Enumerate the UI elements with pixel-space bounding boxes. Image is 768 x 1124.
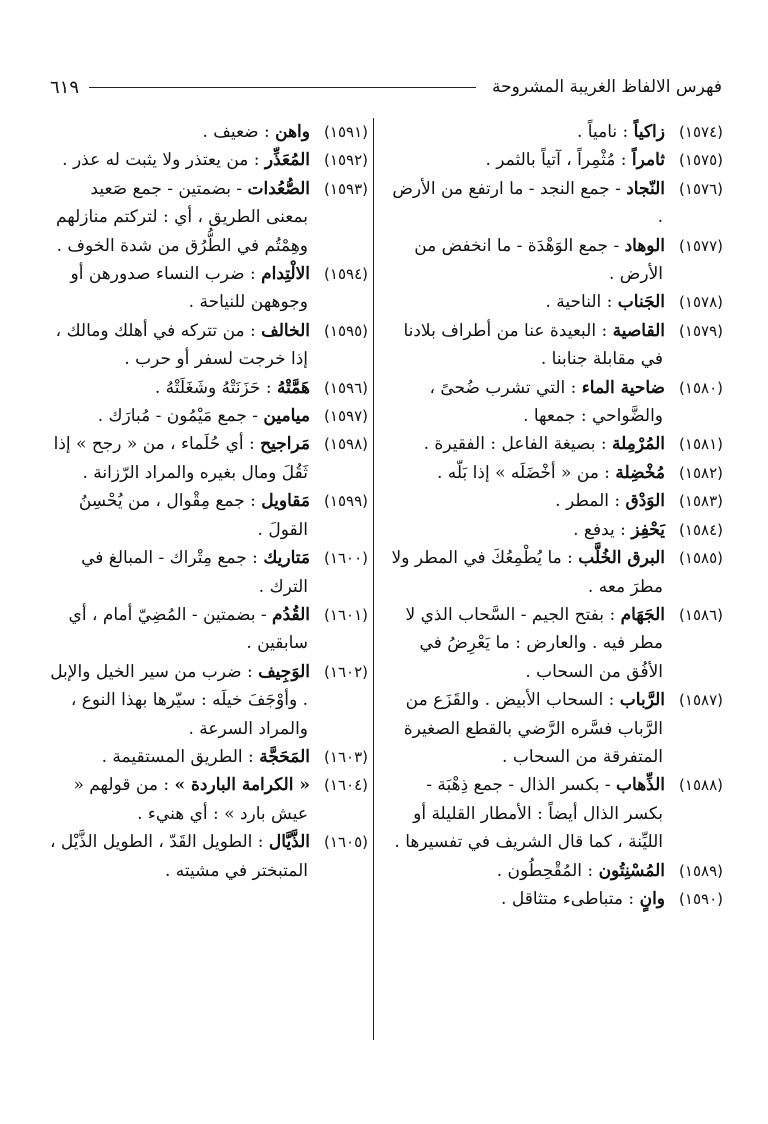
entry-headword: مَراجيح (260, 434, 310, 455)
entry-headword: الجَهَام (620, 604, 665, 625)
entry (48, 430, 368, 487)
entry (385, 459, 723, 487)
entry-number: (١٦٠٥) (324, 833, 368, 852)
running-title: فهرس الالفاظ الغريبة المشروحة (492, 77, 722, 97)
entry-headword: البرق الخُلَّب (578, 548, 665, 569)
entry-definition: : السحاب الأبيض . والقَزَع من الرَّباب فسَّره الرَّضي بالقطع الصغيرة المتفرقة من السحاب . (403, 690, 663, 767)
entry-number: (١٥٩١) (324, 123, 368, 141)
entry-number: (١٥٧٨) (679, 293, 723, 312)
header-rule (89, 87, 476, 88)
entry-headword: المَحَجَّة (259, 746, 310, 767)
entry (385, 118, 723, 146)
entry-headword: الخالف (261, 320, 310, 341)
entry-number: (١٥٩٣) (324, 179, 368, 198)
entry-number: (١٥٧٦) (679, 179, 723, 198)
entry-definition: : يدفع . (573, 519, 626, 540)
entry-headword: الرَّباب (619, 690, 665, 711)
entry-headword: « الكرامة الباردة » (174, 775, 310, 796)
entry (48, 601, 368, 658)
entry-number: (١٥٨٥) (679, 549, 723, 568)
entry-number: (١٥٨٤) (679, 520, 723, 539)
entry-headword: ضاحية الماء (581, 377, 665, 398)
entry (48, 146, 368, 174)
entry-headword: النّجاد (626, 178, 665, 199)
entry-number: (١٦٠٣) (324, 747, 368, 766)
entry-definition: : المُقْحِطُون . (496, 860, 594, 881)
entry-definition: : بصيغة الفاعل : الفقيرة . (423, 434, 607, 455)
right-column (385, 118, 723, 913)
entry (385, 146, 723, 174)
entry-definition: : أي حُلَماء ، من « رجح » إذا ثَقُلَ ومال بغيره والمراد الرّزانة . (53, 434, 308, 483)
entry-definition: - جمع النجد - ما ارتفع من الأرض . (392, 178, 663, 228)
entry-definition: : المطر . (555, 491, 621, 512)
entry-headword: القُدُم (272, 604, 310, 625)
entry (48, 317, 368, 374)
entry-headword: مَقاويل (261, 491, 310, 512)
entry-definition: - بضمتين - المُضِيّ أمام ، أي سابقين . (68, 604, 308, 654)
entry (385, 317, 723, 374)
entry-definition: : التي تشرب ضُحىً ، والضَّواحي : جمعها . (429, 377, 663, 427)
entry-number: (١٥٨٢) (679, 463, 723, 482)
entry-headword: هَمَّتْهُ (276, 377, 310, 398)
entry-definition: : من قولهم « عيش بارد » : أي هنيء . (73, 775, 308, 824)
entry-number: (١٦٠١) (324, 605, 368, 624)
entry-definition: - بكسر الذال - جمع ذِهْبَة - بكسر الذال أيضاً : الأمطار القليلة أو الليِّنة ، كما قال الشريف في تفسيرها . (394, 775, 663, 853)
entry-definition: : من تتركه في أهلك ومالك ، إذا خرجت لسفر أو حرب . (55, 320, 308, 370)
entry (385, 516, 723, 544)
entry-headword: الوَدْق (625, 491, 665, 512)
entry (385, 686, 723, 771)
entry-headword: المُرْمِلة (612, 434, 665, 455)
page-header (50, 72, 722, 102)
entry-definition: : ضرب النساء صدورهن أو وجوههن للنياحة . (70, 264, 308, 313)
entry-definition: : ضعيف . (202, 122, 270, 142)
entry-number: (١٥٩٢) (324, 151, 368, 170)
entry (48, 118, 368, 146)
entry-definition: : الطويل القَدّ ، الطويل الذَّيْل ، المتبختر في مشيته . (50, 832, 308, 881)
entry-headword: زاكياً (633, 122, 665, 142)
entry (385, 175, 723, 232)
entry (385, 857, 723, 885)
entry-headword: القاصية (612, 320, 665, 341)
entry-definition: : بفتح الجيم - السَّحاب الذي لا مطر فيه . والعارض : ما يَعْرِضُ في الأفُق من السحاب . (405, 604, 663, 682)
entry-definition: - جمع الوَهْدَة - ما انخفض من الأرض . (414, 235, 663, 285)
entry-definition: : مُثْمِراً ، آتياً بالثمر . (485, 150, 627, 171)
entry-definition: : الطريق المستقيمة . (101, 746, 254, 767)
entry-headword: المُسْنِتُون (598, 860, 665, 881)
entry-headword: الوهاد (624, 235, 665, 256)
entry (48, 487, 368, 544)
entry-definition: : الناحية . (545, 292, 613, 313)
entry-number: (١٥٨٣) (679, 492, 723, 511)
entry-number: (١٥٩٠) (679, 889, 723, 908)
entry (385, 288, 723, 316)
entry (48, 402, 368, 430)
entry-definition: : البعيدة عنا من أطراف بلادنا في مقابلة جنابنا . (403, 320, 663, 370)
entry-number: (١٥٩٧) (324, 407, 368, 426)
entry-headword: الذَّيَّال (268, 832, 310, 853)
entry-definition: : حَزَنَتْهُ وشَغَلَتْهُ . (154, 377, 272, 398)
entry (385, 374, 723, 431)
entry (48, 175, 368, 260)
entry (385, 232, 723, 289)
entry (385, 771, 723, 856)
entry-headword: الوَجِيف (258, 661, 310, 682)
entry-definition: : جمع مِتْراك - المبالغ في الترك . (81, 548, 308, 597)
entry-definition: : ضرب من سير الخيل والإبل . وأوْجَفَ خيلَه : سيّرها بهذا النوع ، والمراد السرعة . (50, 661, 308, 739)
entry-number: (١٥٧٧) (679, 236, 723, 255)
entry-definition: : ما يُطْمِعُكَ في المطر ولا مطرَ معه . (391, 548, 663, 597)
entry (385, 601, 723, 686)
entry (48, 743, 368, 771)
entry (385, 487, 723, 515)
entry (385, 544, 723, 601)
entry-definition: : من يعتذر ولا يثبت له عذر . (62, 150, 260, 171)
entry-number: (١٥٧٩) (679, 321, 723, 340)
entry-headword: واهن (275, 122, 310, 142)
entry-headword: مَتاريك (263, 548, 310, 569)
entry (48, 260, 368, 317)
entry-number: (١٥٧٥) (679, 151, 723, 170)
entry-number: (١٥٩٤) (324, 265, 368, 284)
entry-headword: الجَناب (617, 292, 665, 313)
entry-headword: ثامراً (631, 150, 665, 171)
entry-number: (١٥٨٧) (679, 691, 723, 710)
entry-headword: مُخْضِلة (615, 462, 665, 483)
entry-number: (١٥٩٥) (324, 321, 368, 340)
entry-number: (١٦٠٠) (324, 549, 368, 568)
entry-headword: الذِّهاب (616, 775, 665, 796)
entry-number: (١٥٩٦) (324, 378, 368, 397)
entry-number: (١٥٩٩) (324, 492, 368, 511)
entry-headword: يَحْفِز (631, 519, 665, 540)
left-column (48, 118, 368, 885)
entry-number: (١٥٨٩) (679, 861, 723, 880)
entry-number: (١٥٩٨) (324, 435, 368, 454)
entry-number: (١٥٨٠) (679, 378, 723, 397)
entry-number: (١٥٨٦) (679, 605, 723, 624)
entry-headword: الصُّعُدات (247, 178, 310, 199)
entry-headword: وانٍ (639, 888, 665, 909)
entry-definition: - بضمتين - جمع صَعيد بمعنى الطريق ، أي : لتركتم منازلهم وهِمْتُم في الطُّرُق من شدة الخوف . (55, 178, 308, 256)
entry (48, 828, 368, 885)
entry (48, 544, 368, 601)
entry-headword: المُعَذِّر (264, 150, 310, 171)
column-divider (373, 118, 374, 1040)
page-number: ٦١٩ (50, 76, 80, 98)
entry-number: (١٥٧٤) (679, 123, 723, 141)
entry-definition: : نامياً . (576, 122, 629, 142)
entry-headword: الالْتِدام (261, 264, 310, 285)
entry (48, 771, 368, 828)
entry-definition: : من « أخْضَلَه » إذا بَلّه . (437, 462, 611, 483)
entry-number: (١٥٨٨) (679, 776, 723, 795)
entry-definition: : جمع مِقْوال ، من يُحْسِنُ القولَ . (78, 491, 308, 540)
entry (48, 374, 368, 402)
entry-number: (١٥٨١) (679, 435, 723, 454)
entry (385, 885, 723, 913)
entry (385, 430, 723, 458)
entry-number: (١٦٠٤) (324, 776, 368, 795)
entry-definition: - جمع مَيْمُون - مُبارَك . (97, 406, 258, 427)
entry-definition: : متباطىء متثاقل . (501, 888, 635, 909)
entry (48, 658, 368, 743)
entry-headword: ميامين (263, 406, 310, 427)
entry-number: (١٦٠٢) (324, 662, 368, 681)
